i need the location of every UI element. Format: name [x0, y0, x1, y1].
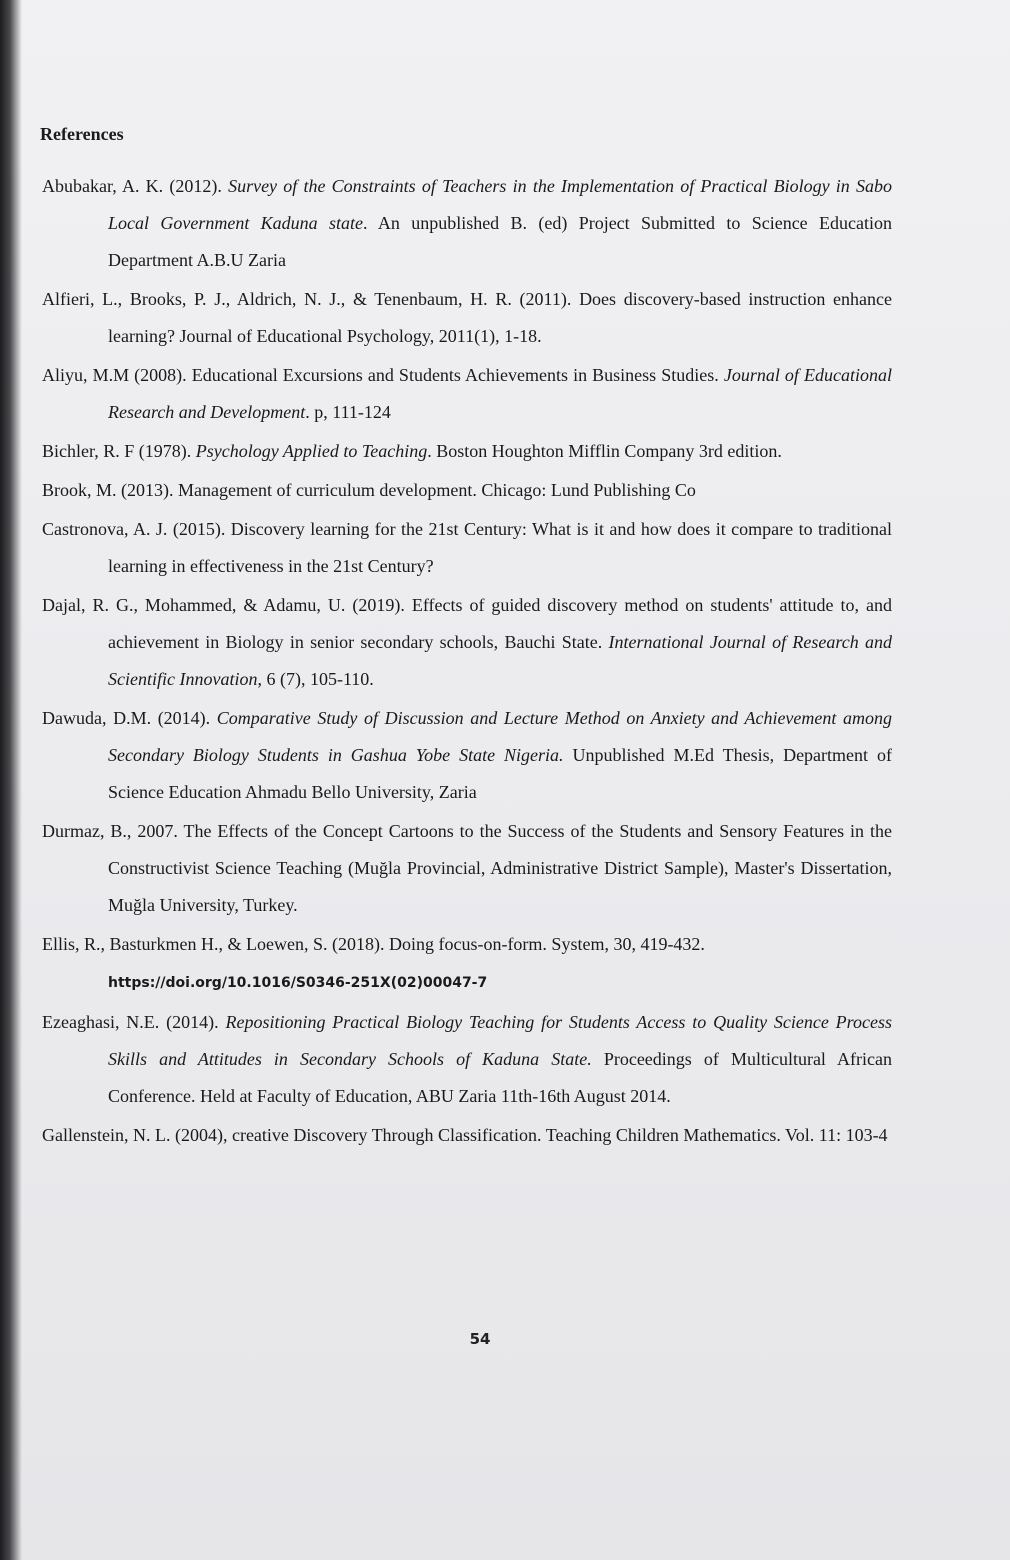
reference-entry	[42, 357, 892, 431]
reference-entry	[42, 168, 892, 279]
reference-title: Comparative Study of Discussion and Lecture Method on Anxiety and Achievement among Secondary Biology Students in Gashua Yobe State Nigeria.	[108, 708, 893, 765]
reference-title: Repositioning Practical Biology Teaching for Students Access to Quality Science Process Skills and Attitudes in Secondary Schools of Kaduna State.	[108, 1012, 893, 1069]
reference-details: , 6 (7), 105-110.	[257, 669, 374, 689]
reference-title: Psychology Applied to Teaching	[195, 441, 428, 461]
reference-entry	[42, 1117, 892, 1154]
page-edge-shadow	[0, 0, 22, 1560]
reference-details: Does discovery-based instruction enhance learning? Journal of Educational Psychology, 2011(1), 1-18.	[108, 289, 893, 346]
reference-author-text: Bichler, R. F (1978).	[42, 441, 196, 461]
reference-author-text: Castronova, A. J. (2015). Discovery learning for the 21st Century: What is it and how does it compare to traditional learning in effectiveness in the 21st Century?	[42, 519, 892, 576]
reference-details: . p, 111-124	[305, 402, 391, 422]
reference-entry	[42, 281, 892, 355]
reference-details: . Boston Houghton Mifflin Company 3rd edition.	[427, 441, 782, 461]
reference-details: Unpublished M.Ed Thesis, Department of Science Education Ahmadu Bello University, Zaria	[108, 745, 892, 802]
reference-entry	[42, 1004, 892, 1115]
reference-entry	[42, 813, 892, 924]
reference-author-text: Aliyu, M.M (2008). Educational Excursions and Students Achievements in Business Studies.	[42, 365, 724, 385]
reference-details: . An unpublished B. (ed) Project Submitted to Science Education Department A.B.U Zaria	[108, 213, 892, 270]
reference-author-text: Ezeaghasi, N.E. (2014).	[42, 1012, 226, 1032]
reference-author-text: Brook, M. (2013). Management of curriculum development. Chicago: Lund Publishing Co	[42, 480, 696, 500]
references-heading: References	[40, 124, 124, 144]
reference-title: International Journal of Research and Scientific Innovation	[108, 632, 892, 689]
reference-list	[42, 168, 892, 1156]
reference-doi-link[interactable]: https://doi.org/10.1016/S0346-251X(02)00047-7	[108, 975, 488, 991]
reference-author-text: Ellis, R., Basturkmen H., & Loewen, S. (2018). Doing focus-on-form. System, 30, 419-432.	[42, 934, 705, 954]
reference-entry	[42, 433, 892, 470]
reference-author-text: Alfieri, L., Brooks, P. J., Aldrich, N. J., & Tenenbaum, H. R. (2011).	[42, 289, 580, 309]
reference-author-text: Durmaz, B., 2007. The Effects of the Concept Cartoons to the Success of the Students and Sensory Features in the Constructivist Science Teaching (Muğla Provincial, Administrative District Sample), Master's Dissertation, Muğla University, Turkey.	[42, 821, 892, 915]
reference-author-text: Abubakar, A. K. (2012).	[42, 176, 229, 196]
reference-entry	[42, 700, 892, 811]
reference-entry	[42, 511, 892, 585]
reference-author-text: Dawuda, D.M. (2014).	[42, 708, 217, 728]
reference-title: Journal of Educational Research and Development	[108, 365, 892, 422]
reference-entry	[42, 472, 892, 509]
reference-title: Survey of the Constraints of Teachers in the Implementation of Practical Biology in Sabo Local Government Kaduna state	[108, 176, 893, 233]
page-number: 54	[469, 1330, 491, 1348]
reference-author-text: Dajal, R. G., Mohammed, & Adamu, U. (2019). Effects of guided discovery method on students' attitude to, and achievement in Biology in senior secondary schools, Bauchi State.	[42, 595, 892, 652]
reference-entry	[42, 926, 892, 1002]
reference-details: Proceedings of Multicultural African Conference. Held at Faculty of Education, ABU Zaria 11th-16th August 2014.	[108, 1049, 892, 1106]
reference-entry	[42, 587, 892, 698]
reference-author-text: Gallenstein, N. L. (2004), creative Discovery Through Classification. Teaching Children Mathematics. Vol. 11: 103-4	[42, 1125, 888, 1145]
